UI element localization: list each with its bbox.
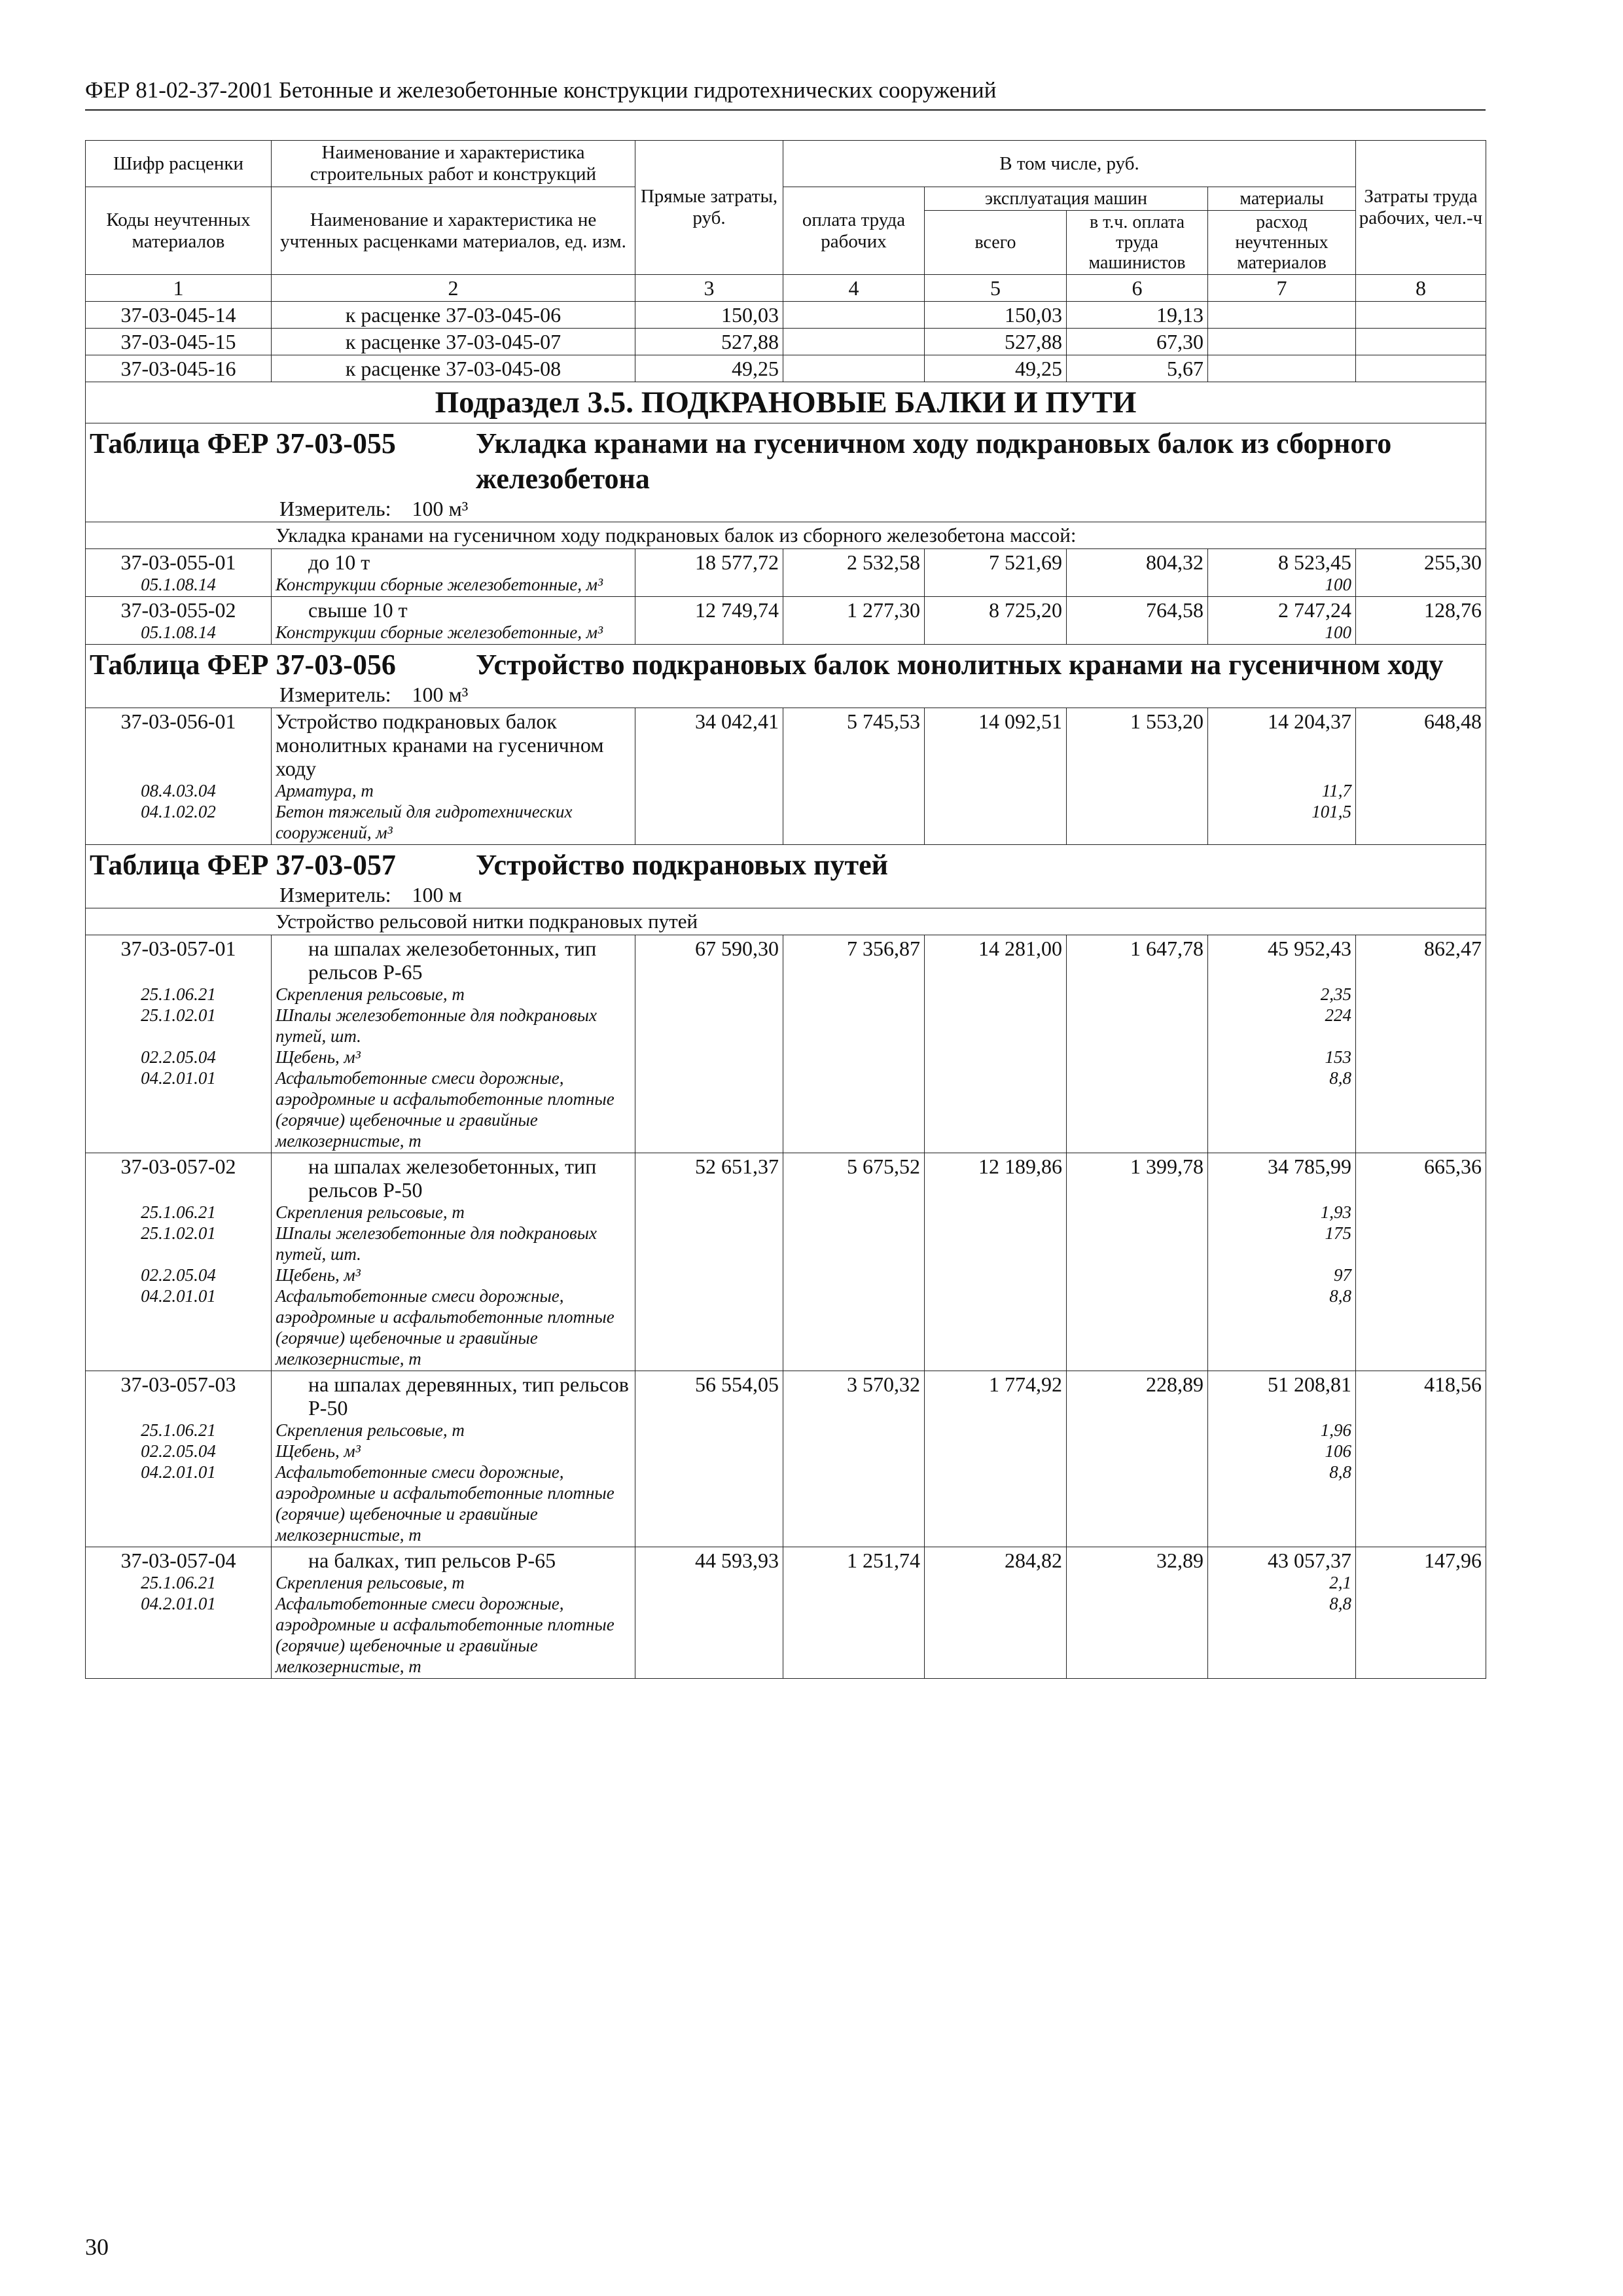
material-code: 25.1.06.21 <box>141 984 216 1004</box>
h-mat-codes: Коды неучтенных материалов <box>86 187 272 275</box>
material-qty: 100 <box>1325 622 1351 642</box>
machines-total: 7 521,69 <box>925 549 1067 597</box>
material-qty: 1,93 <box>1320 1202 1351 1222</box>
materials <box>1208 302 1356 329</box>
table-row <box>86 355 1486 382</box>
direct-cost: 12 749,74 <box>635 597 783 645</box>
machines-total: 1 774,92 <box>925 1371 1067 1547</box>
material-code: 04.2.01.01 <box>141 1462 216 1482</box>
material-qty: 106 <box>1325 1441 1351 1461</box>
material-code: 04.2.01.01 <box>141 1068 216 1088</box>
material-code: 05.1.08.14 <box>141 622 216 642</box>
labor-cost: 418,56 <box>1356 1371 1486 1547</box>
rate-name: к расценке 37-03-045-07 <box>272 329 635 355</box>
labor-cost: 128,76 <box>1356 597 1486 645</box>
rate-code: 37-03-057-01 <box>120 937 236 960</box>
material-code: 25.1.02.01 <box>141 1223 216 1243</box>
labor-cost <box>1356 302 1486 329</box>
rates-table <box>85 140 1486 1679</box>
table-title: Укладка кранами на гусеничном ходу подкрановых балок из сборного железобетона <box>476 427 1392 495</box>
material-qty: 100 <box>1325 575 1351 594</box>
rate-name: Устройство подкрановых балок монолитных кранами на гусеничном ходу <box>276 709 604 780</box>
table-description-row <box>86 522 1486 549</box>
h-labor-cost: Затраты труда рабочих, чел.-ч <box>1356 141 1486 275</box>
table-row <box>86 1371 1486 1547</box>
machinist-pay: 1 399,78 <box>1067 1153 1208 1371</box>
rate-code: 37-03-057-04 <box>120 1549 236 1572</box>
material-name: Скрепления рельсовые, т <box>276 984 465 1004</box>
material-name: Щебень, м³ <box>276 1047 361 1067</box>
subsection-title: Подраздел 3.5. ПОДКРАНОВЫЕ БАЛКИ И ПУТИ <box>86 382 1486 423</box>
material-code: 25.1.02.01 <box>141 1005 216 1025</box>
col-num: 8 <box>1356 275 1486 302</box>
labor-cost: 665,36 <box>1356 1153 1486 1371</box>
h-mat-consumption: расход неучтенных материалов <box>1208 211 1356 275</box>
table-057-heading <box>86 845 1486 908</box>
materials: 43 057,37 <box>1268 1549 1351 1572</box>
labor-pay <box>783 329 925 355</box>
rate-code: 37-03-056-01 <box>120 709 236 733</box>
rate-code: 37-03-057-02 <box>120 1155 236 1178</box>
col-num: 2 <box>272 275 635 302</box>
h-machines: эксплуатация машин <box>925 187 1208 211</box>
meter: Измеритель: 100 м³ <box>279 683 469 706</box>
rate-name: на шпалах деревянных, тип рельсов Р-50 <box>308 1372 629 1420</box>
material-name: Щебень, м³ <box>276 1265 361 1285</box>
h-mach-pay: в т.ч. оплата труда машинистов <box>1067 211 1208 275</box>
labor-cost: 648,48 <box>1356 708 1486 845</box>
direct-cost: 49,25 <box>635 355 783 382</box>
material-qty: 101,5 <box>1311 802 1351 821</box>
material-name: Шпалы железобетонные для подкрановых путей, шт. <box>276 1223 597 1264</box>
rate-name: к расценке 37-03-045-08 <box>272 355 635 382</box>
labor-pay: 1 251,74 <box>783 1547 925 1679</box>
rate-code: 37-03-045-15 <box>86 329 272 355</box>
machinist-pay: 1 647,78 <box>1067 935 1208 1153</box>
material-qty: 8,8 <box>1329 1068 1351 1088</box>
material-name: Скрепления рельсовые, т <box>276 1202 465 1222</box>
material-name: Скрепления рельсовые, т <box>276 1420 465 1440</box>
header-rule <box>85 109 1486 111</box>
machines-total: 8 725,20 <box>925 597 1067 645</box>
material-code: 04.1.02.02 <box>141 802 216 821</box>
materials: 51 208,81 <box>1268 1372 1351 1396</box>
rate-code: 37-03-055-01 <box>120 550 236 574</box>
rate-name: к расценке 37-03-045-06 <box>272 302 635 329</box>
material-name: Асфальтобетонные смеси дорожные, аэродромные и асфальтобетонные плотные (горячие) щебеночные и гравийные мелкозернистые, т <box>276 1068 615 1151</box>
rate-code: 37-03-055-02 <box>120 598 236 622</box>
table-code: Таблица ФЕР 37-03-055 <box>90 427 396 459</box>
h-code: Шифр расценки <box>86 141 272 187</box>
materials: 2 747,24 <box>1278 598 1351 622</box>
table-description: Укладка кранами на гусеничном ходу подкрановых балок из сборного железобетона массой: <box>86 522 1486 549</box>
material-qty: 8,8 <box>1329 1462 1351 1482</box>
subsection-row <box>86 382 1486 423</box>
direct-cost: 52 651,37 <box>635 1153 783 1371</box>
h-including: В том числе, руб. <box>783 141 1356 187</box>
table-row <box>86 1547 1486 1679</box>
material-name: Конструкции сборные железобетонные, м³ <box>276 622 603 642</box>
machinist-pay: 1 553,20 <box>1067 708 1208 845</box>
header-row-1 <box>86 141 1486 187</box>
machines-total: 150,03 <box>925 302 1067 329</box>
table-code: Таблица ФЕР 37-03-056 <box>90 649 396 681</box>
col-num: 7 <box>1208 275 1356 302</box>
rate-name: на шпалах железобетонных, тип рельсов Р-65 <box>308 937 597 984</box>
rate-name: на шпалах железобетонных, тип рельсов Р-50 <box>308 1155 597 1202</box>
direct-cost: 527,88 <box>635 329 783 355</box>
table-056-heading <box>86 645 1486 708</box>
labor-pay: 5 675,52 <box>783 1153 925 1371</box>
machinist-pay: 804,32 <box>1067 549 1208 597</box>
material-code: 04.2.01.01 <box>141 1594 216 1613</box>
material-name: Щебень, м³ <box>276 1441 361 1461</box>
table-row <box>86 1153 1486 1371</box>
machinist-pay: 228,89 <box>1067 1371 1208 1547</box>
col-num: 1 <box>86 275 272 302</box>
material-code: 25.1.06.21 <box>141 1420 216 1440</box>
material-code: 08.4.03.04 <box>141 781 216 800</box>
labor-pay: 5 745,53 <box>783 708 925 845</box>
labor-pay: 3 570,32 <box>783 1371 925 1547</box>
direct-cost: 34 042,41 <box>635 708 783 845</box>
header-row-2 <box>86 187 1486 211</box>
machines-total: 527,88 <box>925 329 1067 355</box>
material-qty: 2,35 <box>1320 984 1351 1004</box>
table-row <box>86 302 1486 329</box>
machinist-pay: 32,89 <box>1067 1547 1208 1679</box>
h-materials: материалы <box>1208 187 1356 211</box>
meter: Измеритель: 100 м³ <box>279 497 469 520</box>
h-mach-total: всего <box>925 211 1067 275</box>
material-name: Шпалы железобетонные для подкрановых путей, шт. <box>276 1005 597 1046</box>
materials: 34 785,99 <box>1268 1155 1351 1178</box>
materials: 8 523,45 <box>1278 550 1351 574</box>
machines-total: 49,25 <box>925 355 1067 382</box>
rate-code: 37-03-045-16 <box>86 355 272 382</box>
material-qty: 11,7 <box>1321 781 1351 800</box>
machinist-pay: 19,13 <box>1067 302 1208 329</box>
page-number: 30 <box>85 2234 109 2260</box>
meter: Измеритель: 100 м <box>279 883 462 906</box>
col-num: 5 <box>925 275 1067 302</box>
machines-total: 284,82 <box>925 1547 1067 1679</box>
direct-cost: 150,03 <box>635 302 783 329</box>
material-code: 04.2.01.01 <box>141 1286 216 1306</box>
labor-pay: 7 356,87 <box>783 935 925 1153</box>
material-code: 02.2.05.04 <box>141 1047 216 1067</box>
rate-code: 37-03-057-03 <box>120 1372 236 1396</box>
material-qty: 2,1 <box>1329 1573 1351 1592</box>
labor-pay <box>783 302 925 329</box>
machines-total: 14 092,51 <box>925 708 1067 845</box>
materials <box>1208 329 1356 355</box>
running-header: ФЕР 81-02-37-2001 Бетонные и железобетонные конструкции гидротехнических сооружений <box>85 77 997 103</box>
material-name: Асфальтобетонные смеси дорожные, аэродромные и асфальтобетонные плотные (горячие) щебеночные и гравийные мелкозернистые, т <box>276 1286 615 1369</box>
material-name: Скрепления рельсовые, т <box>276 1573 465 1592</box>
h-direct: Прямые затраты, руб. <box>635 141 783 275</box>
machinist-pay: 5,67 <box>1067 355 1208 382</box>
table-055-heading <box>86 423 1486 522</box>
rate-code: 37-03-045-14 <box>86 302 272 329</box>
material-qty: 153 <box>1325 1047 1351 1067</box>
material-qty: 8,8 <box>1329 1286 1351 1306</box>
material-qty: 175 <box>1325 1223 1351 1243</box>
material-qty: 97 <box>1334 1265 1351 1285</box>
table-row <box>86 329 1486 355</box>
h-labor-pay: оплата труда рабочих <box>783 187 925 275</box>
table-row <box>86 935 1486 1153</box>
material-code: 25.1.06.21 <box>141 1202 216 1222</box>
machines-total: 14 281,00 <box>925 935 1067 1153</box>
column-number-row <box>86 275 1486 302</box>
material-code: 05.1.08.14 <box>141 575 216 594</box>
table-description-row <box>86 908 1486 935</box>
col-num: 3 <box>635 275 783 302</box>
rate-name: свыше 10 т <box>308 598 408 622</box>
machines-total: 12 189,86 <box>925 1153 1067 1371</box>
direct-cost: 56 554,05 <box>635 1371 783 1547</box>
labor-cost <box>1356 329 1486 355</box>
labor-pay: 1 277,30 <box>783 597 925 645</box>
machinist-pay: 764,58 <box>1067 597 1208 645</box>
table-title: Устройство подкрановых балок монолитных кранами на гусеничном ходу <box>476 649 1444 681</box>
rate-name: на балках, тип рельсов Р-65 <box>308 1549 556 1572</box>
material-qty: 8,8 <box>1329 1594 1351 1613</box>
materials: 45 952,43 <box>1268 937 1351 960</box>
labor-pay <box>783 355 925 382</box>
materials <box>1208 355 1356 382</box>
material-code: 02.2.05.04 <box>141 1265 216 1285</box>
col-num: 4 <box>783 275 925 302</box>
table-code: Таблица ФЕР 37-03-057 <box>90 849 396 881</box>
material-code: 25.1.06.21 <box>141 1573 216 1592</box>
labor-cost: 147,96 <box>1356 1547 1486 1679</box>
col-num: 6 <box>1067 275 1208 302</box>
labor-pay: 2 532,58 <box>783 549 925 597</box>
direct-cost: 67 590,30 <box>635 935 783 1153</box>
material-qty: 224 <box>1325 1005 1351 1025</box>
material-code: 02.2.05.04 <box>141 1441 216 1461</box>
table-title: Устройство подкрановых путей <box>476 849 889 881</box>
labor-cost <box>1356 355 1486 382</box>
h-name: Наименование и характеристика строительных работ и конструкций <box>272 141 635 187</box>
table-row <box>86 549 1486 597</box>
material-name: Асфальтобетонные смеси дорожные, аэродромные и асфальтобетонные плотные (горячие) щебеночные и гравийные мелкозернистые, т <box>276 1594 615 1676</box>
table-row <box>86 597 1486 645</box>
materials: 14 204,37 <box>1268 709 1351 733</box>
h-mat-name: Наименование и характеристика не учтенных расценками материалов, ед. изм. <box>272 187 635 275</box>
material-name: Асфальтобетонные смеси дорожные, аэродромные и асфальтобетонные плотные (горячие) щебеночные и гравийные мелкозернистые, т <box>276 1462 615 1545</box>
labor-cost: 255,30 <box>1356 549 1486 597</box>
labor-cost: 862,47 <box>1356 935 1486 1153</box>
machinist-pay: 67,30 <box>1067 329 1208 355</box>
direct-cost: 44 593,93 <box>635 1547 783 1679</box>
material-name: Конструкции сборные железобетонные, м³ <box>276 575 603 594</box>
material-name: Арматура, т <box>276 781 374 800</box>
material-qty: 1,96 <box>1320 1420 1351 1440</box>
material-name: Бетон тяжелый для гидротехнических сооружений, м³ <box>276 802 573 842</box>
table-description: Устройство рельсовой нитки подкрановых путей <box>86 908 1486 935</box>
direct-cost: 18 577,72 <box>635 549 783 597</box>
table-row <box>86 708 1486 845</box>
rate-name: до 10 т <box>308 550 370 574</box>
